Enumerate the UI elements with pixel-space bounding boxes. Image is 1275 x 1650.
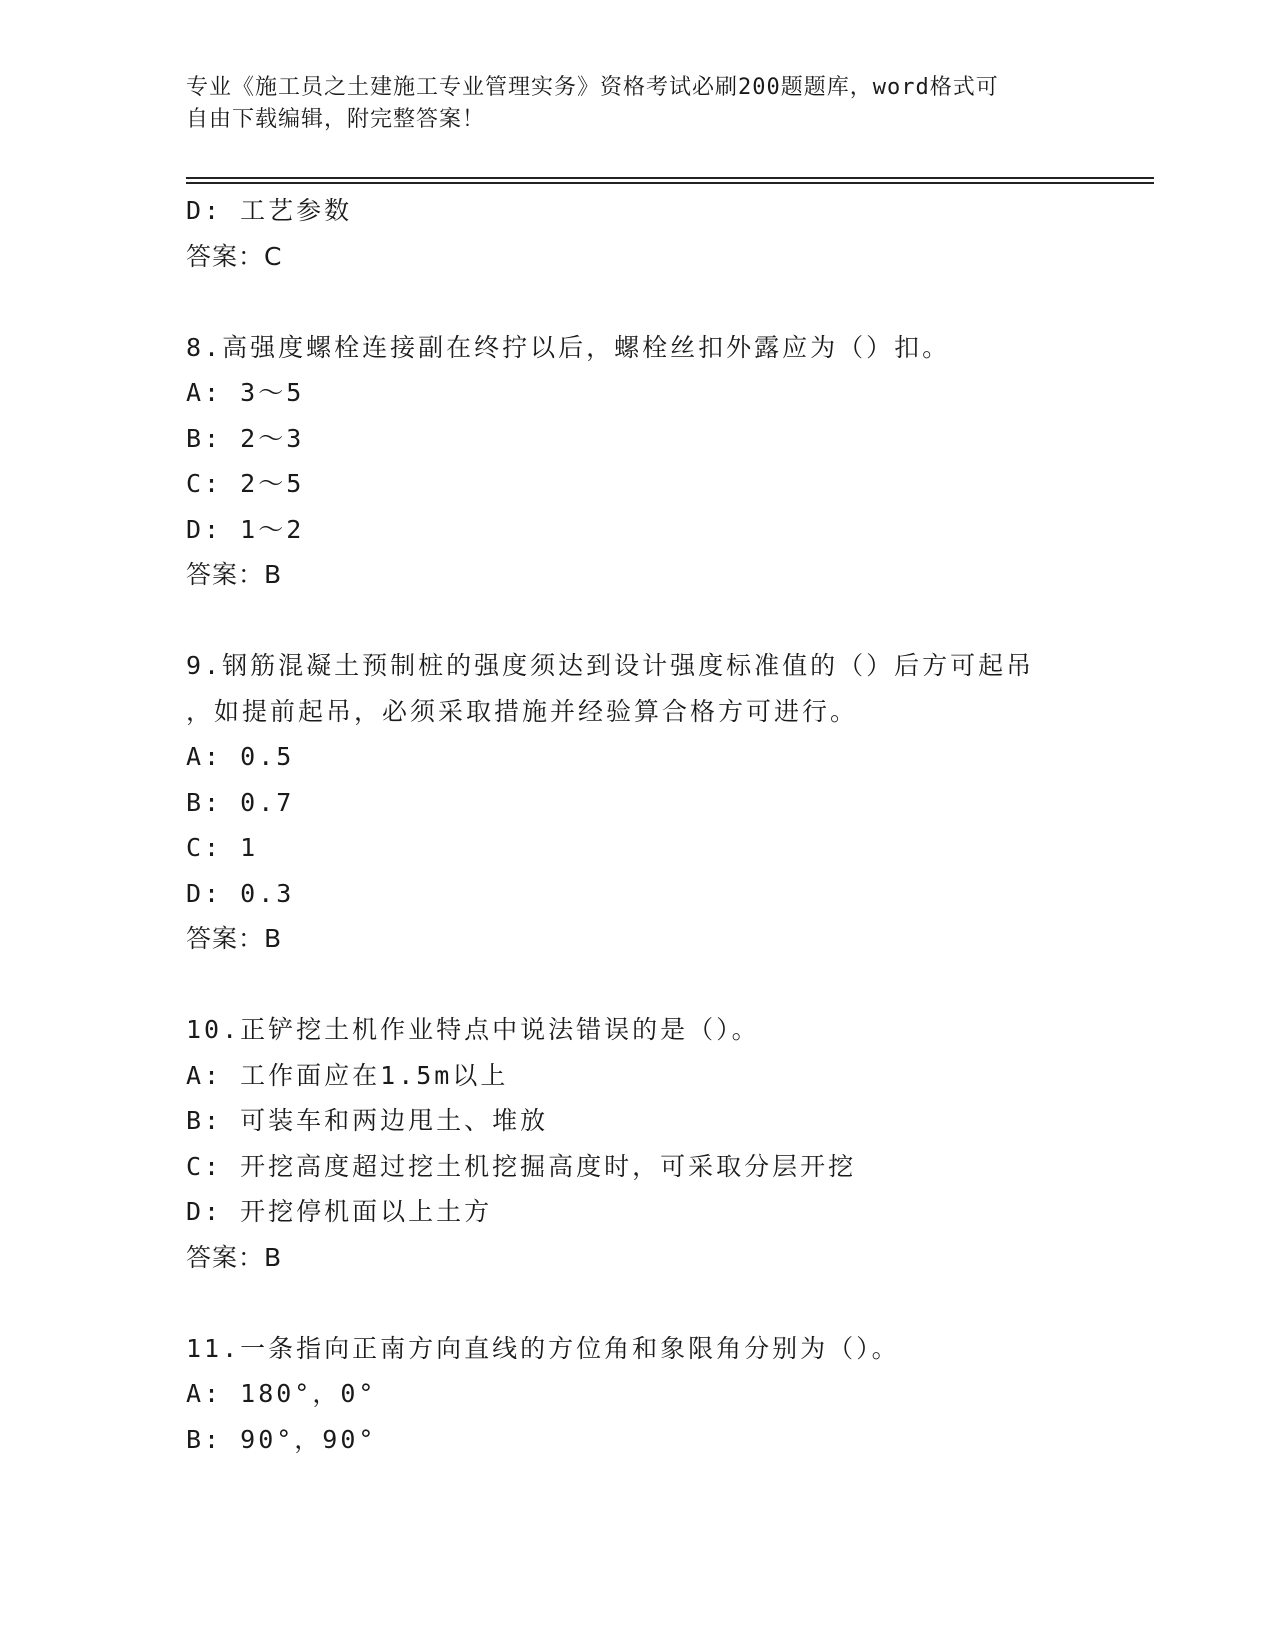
option-d: D: 1～2 [186, 514, 305, 544]
answer-line: 答案：B [186, 924, 283, 953]
question-stem-continued: ，如提前起吊，必须采取措施并经验算合格方可进行。 [186, 696, 859, 726]
question-10 [186, 1007, 1146, 1280]
header-divider-top [186, 177, 1154, 179]
question-9 [186, 643, 1146, 962]
option-a: A: 工作面应在1.5m以上 [186, 1060, 509, 1090]
option-d: D: 工艺参数 [186, 196, 353, 225]
option-c: C: 2～5 [186, 469, 305, 498]
answer-line: 答案：B [186, 1242, 283, 1272]
option-b: B: 90°，90° [186, 1424, 377, 1454]
question-stem: 11.一条指向正南方向直线的方位角和象限角分别为（）。 [186, 1333, 900, 1363]
header-divider-bottom [186, 182, 1154, 184]
option-c: C: 1 [186, 833, 259, 862]
option-d: D: 开挖停机面以上土方 [186, 1197, 493, 1226]
header-line-1: 专业《施工员之土建施工专业管理实务》资格考试必刷200题题库，word格式可 [186, 75, 999, 100]
question-list [186, 188, 1146, 1462]
spacer [186, 598, 1146, 644]
answer-line: 答案：B [186, 560, 283, 589]
option-a: A: 0.5 [186, 742, 295, 771]
option-a: A: 3～5 [186, 378, 305, 407]
question-8 [186, 325, 1146, 598]
option-c: C: 开挖高度超过挖土机挖掘高度时，可采取分层开挖 [186, 1151, 857, 1181]
option-d: D: 0.3 [186, 878, 295, 908]
question-11 [186, 1326, 1146, 1463]
option-b: B: 0.7 [186, 787, 295, 817]
spacer [186, 962, 1146, 1008]
answer-line: 答案：C [186, 241, 283, 271]
option-a: A: 180°，0° [186, 1379, 377, 1408]
option-b: B: 可装车和两边甩土、堆放 [186, 1106, 549, 1135]
option-b: B: 2～3 [186, 423, 305, 453]
question-stem: 9.钢筋混凝土预制桩的强度须达到设计强度标准值的（）后方可起吊 [186, 651, 1035, 680]
spacer [186, 279, 1146, 325]
header-line-2: 自由下载编辑，附完整答案！ [186, 107, 486, 132]
page-header [186, 72, 1066, 136]
spacer [186, 1280, 1146, 1326]
question-stem: 8.高强度螺栓连接副在终拧以后，螺栓丝扣外露应为（）扣。 [186, 332, 951, 362]
question-stem: 10.正铲挖土机作业特点中说法错误的是（）。 [186, 1015, 760, 1044]
